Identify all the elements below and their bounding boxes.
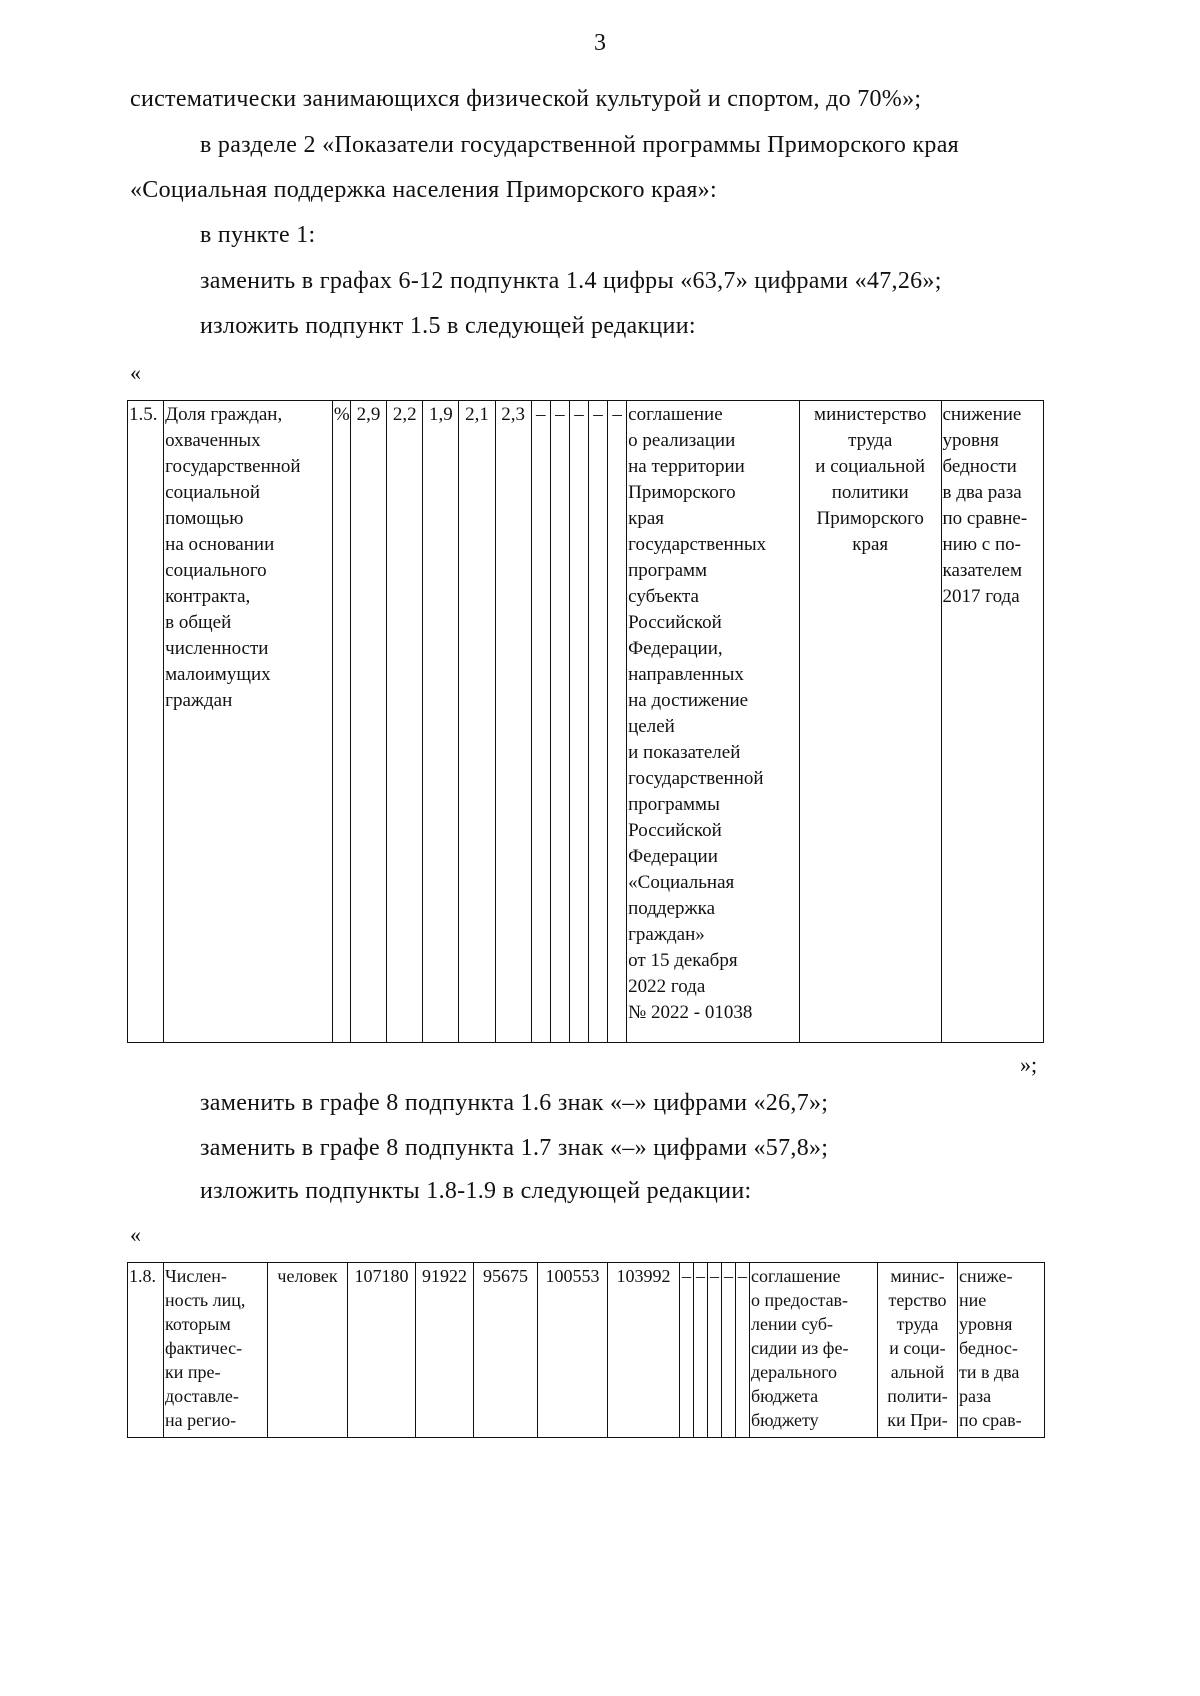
unit-cell: % xyxy=(332,401,350,1043)
paragraph-4: в пункте 1: xyxy=(200,222,316,248)
indicator-name: Доля граждан, охваченных государственной социальной помощью на основании социального контракта, в общей численности малоимущих граждан xyxy=(164,401,333,1043)
value-cell: 2,3 xyxy=(495,401,531,1043)
paragraph-1: систематически занимающихся физической культурой и спортом, до 70%»; xyxy=(130,86,922,112)
paragraph-7: заменить в графе 8 подпункта 1.6 знак «–» цифрами «26,7»; xyxy=(200,1090,829,1116)
responsible-cell: минис- терство труда и соци- альной полити- ки При- xyxy=(878,1263,958,1438)
row-number: 1.5. xyxy=(128,401,164,1043)
dash-cell: – xyxy=(588,401,607,1043)
dash-cell: – xyxy=(680,1263,694,1438)
value-cell: 2,9 xyxy=(350,401,386,1043)
value-cell: 107180 xyxy=(348,1263,416,1438)
value-cell: 100553 xyxy=(538,1263,608,1438)
dash-cell: – xyxy=(569,401,588,1043)
goal-cell: сниже- ние уровня беднос- ти в два раза по срав- xyxy=(958,1263,1045,1438)
paragraph-9: изложить подпункты 1.8-1.9 в следующей редакции: xyxy=(200,1178,752,1204)
goal-cell: снижение уровня бедности в два раза по сравне- нию с по- казателем 2017 года xyxy=(941,401,1044,1043)
document-cell: соглашение о реализации на территории Приморского края государственных программ субъекта Российской Федерации, направленных на достижение целей и показателей государственной программы Российской Федерации «Социальная поддержка граждан» от 15 декабря 2022 года № 2022 - 01038 xyxy=(627,401,800,1043)
row-number: 1.8. xyxy=(128,1263,164,1438)
value-cell: 2,1 xyxy=(459,401,495,1043)
indicator-name: Числен- ность лиц, которым фактичес- ки пре- доставле- на регио- xyxy=(164,1263,268,1438)
dash-cell: – xyxy=(736,1263,750,1438)
dash-cell: – xyxy=(550,401,569,1043)
closing-quote-1: »; xyxy=(1020,1052,1038,1077)
value-cell: 103992 xyxy=(608,1263,680,1438)
value-cell: 2,2 xyxy=(387,401,423,1043)
unit-cell: человек xyxy=(268,1263,348,1438)
responsible-cell: министерство труда и социальной политики Приморского края xyxy=(799,401,941,1043)
indicator-table-1-5 xyxy=(127,400,1044,1043)
page-number: 3 xyxy=(594,30,606,56)
opening-quote-2: « xyxy=(130,1222,141,1247)
table-row xyxy=(128,401,1044,1043)
table-row xyxy=(128,1263,1045,1438)
paragraph-6: изложить подпункт 1.5 в следующей редакции: xyxy=(200,313,696,339)
dash-cell: – xyxy=(608,401,627,1043)
paragraph-5: заменить в графах 6-12 подпункта 1.4 цифры «63,7» цифрами «47,26»; xyxy=(200,268,942,294)
indicator-table-1-8 xyxy=(127,1262,1045,1438)
paragraph-3: «Социальная поддержка населения Приморского края»: xyxy=(130,177,717,203)
paragraph-2: в разделе 2 «Показатели государственной программы Приморского края xyxy=(200,132,960,158)
opening-quote-1: « xyxy=(130,360,141,385)
document-cell: соглашение о предостав- лении суб- сидии из фе- дерального бюджета бюджету xyxy=(750,1263,878,1438)
paragraph-8: заменить в графе 8 подпункта 1.7 знак «–» цифрами «57,8»; xyxy=(200,1135,829,1161)
value-cell: 1,9 xyxy=(423,401,459,1043)
value-cell: 91922 xyxy=(416,1263,474,1438)
dash-cell: – xyxy=(531,401,550,1043)
dash-cell: – xyxy=(708,1263,722,1438)
value-cell: 95675 xyxy=(474,1263,538,1438)
dash-cell: – xyxy=(722,1263,736,1438)
dash-cell: – xyxy=(694,1263,708,1438)
